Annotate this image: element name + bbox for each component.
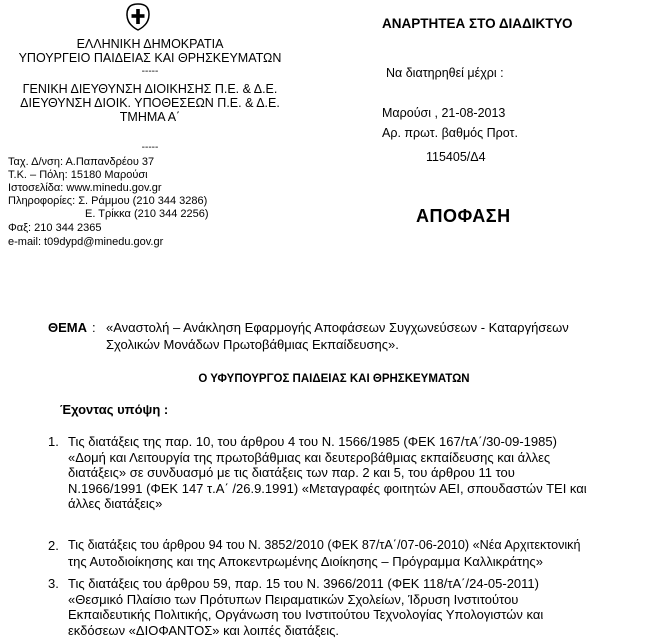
- list-item-line: Εκπαιδευτικής Πολιτικής, Οργάνωση του Ινστιτούτου Τεχνολογίας Υπολογιστών και: [68, 607, 544, 622]
- keep-until: Να διατηρηθεί μέχρι :: [386, 66, 504, 80]
- list-item: [68, 576, 648, 638]
- info-contact-1: Πληροφορίες: Σ. Ράμμου (210 344 3286): [8, 195, 208, 207]
- protocol-number: 115405/Δ4: [426, 150, 486, 164]
- department: ΤΜΗΜΑ Α΄: [119, 110, 181, 124]
- list-item-number: 3.: [48, 576, 59, 591]
- separator: -----: [141, 142, 159, 153]
- list-item: [68, 434, 648, 512]
- list-item-number: 2.: [48, 538, 59, 553]
- list-item-line: Τις διατάξεις του άρθρου 94 του Ν. 3852/2010 (ΦΕΚ 87/τΑ΄/07-06-2010) «Νέα Αρχιτεκτονική: [68, 538, 581, 552]
- postal-address: Ταχ. Δ/νση: Α.Παπανδρέου 37: [8, 156, 155, 168]
- list-item-line: Ν.1966/1991 (ΦΕΚ 147 τ.Α΄ /26.9.1991) «Μεταγραφές φοιτητών ΑΕΙ, σπουδαστών ΤΕΙ και: [68, 480, 587, 496]
- decision-title: ΑΠΟΦΑΣΗ: [416, 206, 511, 226]
- protocol-label: Αρ. πρωτ. βαθμός Προτ.: [382, 126, 518, 140]
- subject-label: ΘΕΜΑ: [48, 320, 87, 335]
- postcode-city: Τ.Κ. – Πόλη: 15180 Μαρούσι: [8, 169, 148, 181]
- republic-name: ΕΛΛΗΝΙΚΗ ΔΗΜΟΚΡΑΤΙΑ: [76, 37, 224, 51]
- date: Μαρούσι , 21-08-2013: [382, 106, 506, 120]
- considering-heading: Έχοντας υπόψη :: [60, 402, 169, 417]
- subject-line-1: «Αναστολή – Ανάκληση Εφαρμογής Αποφάσεων Συγχωνεύσεων - Καταργήσεων: [106, 320, 569, 335]
- greek-coat-of-arms-icon: [123, 2, 153, 37]
- website: Ιστοσελίδα: www.minedu.gov.gr: [8, 182, 162, 194]
- subject-colon: :: [92, 320, 96, 335]
- directorate: ΔΙΕΥΘΥΝΣΗ ΔΙΟΙΚ. ΥΠΟΘΕΣΕΩΝ Π.Ε. & Δ.Ε.: [20, 96, 280, 110]
- list-item: [68, 538, 658, 569]
- list-item-line: Τις διατάξεις της παρ. 10, του άρθρου 4 του Ν. 1566/1985 (ΦΕΚ 167/τΑ΄/30-09-1985): [68, 434, 557, 449]
- list-item-line: «Θεσμικό Πλαίσιο των Πρότυπων Πειραματικών Σχολείων, Ίδρυση Ινστιτούτου: [68, 591, 519, 607]
- fax: Φαξ: 210 344 2365: [8, 222, 102, 234]
- list-item-line: διατάξεις» σε συνδυασμό με τις διατάξεις των παρ. 2 και 5, του άρθρου 11 του: [68, 465, 515, 480]
- list-item-line: «Δομή και Λειτουργία της πρωτοβάθμιας και δευτεροβάθμιας εκπαίδευσης και άλλες: [68, 449, 551, 465]
- general-directorate: ΓΕΝΙΚΗ ΔΙΕΥΘΥΝΣΗ ΔΙΟΙΚΗΣΗΣ Π.Ε. & Δ.Ε.: [22, 82, 278, 96]
- list-item-line: άλλες διατάξεις»: [68, 496, 163, 511]
- list-item-number: 1.: [48, 434, 59, 449]
- list-item-line: Τις διατάξεις του άρθρου 59, παρ. 15 του Ν. 3966/2011 (ΦΕΚ 118/τΑ΄/24-05-2011): [68, 576, 539, 591]
- info-contact-2: Ε. Τρίκκα (210 344 2256): [85, 208, 209, 220]
- email: e-mail: t09dypd@minedu.gov.gr: [8, 236, 164, 248]
- deputy-minister-heading: Ο ΥΦΥΠΟΥΡΓΟΣ ΠΑΙΔΕΙΑΣ ΚΑΙ ΘΡΗΣΚΕΥΜΑΤΩΝ: [198, 373, 470, 385]
- list-item-line: της Αυτοδιοίκησης και της Αποκεντρωμένης Διοίκησης – Πρόγραμμα Καλλικράτης»: [68, 553, 543, 569]
- separator: -----: [141, 66, 159, 77]
- ministry-name: ΥΠΟΥΡΓΕΙΟ ΠΑΙΔΕΙΑΣ ΚΑΙ ΘΡΗΣΚΕΥΜΑΤΩΝ: [18, 51, 282, 65]
- subject-line-2: Σχολικών Μονάδων Πρωτοβάθμιας Εκπαίδευσης».: [106, 337, 399, 352]
- post-online-notice: ΑΝΑΡΤΗΤΕΑ ΣΤΟ ΔΙΑΔΙΚΤΥΟ: [382, 16, 573, 31]
- list-item-line: εκδόσεων «ΔΙΟΦΑΝΤΟΣ» και λοιπές διατάξεις.: [68, 622, 339, 638]
